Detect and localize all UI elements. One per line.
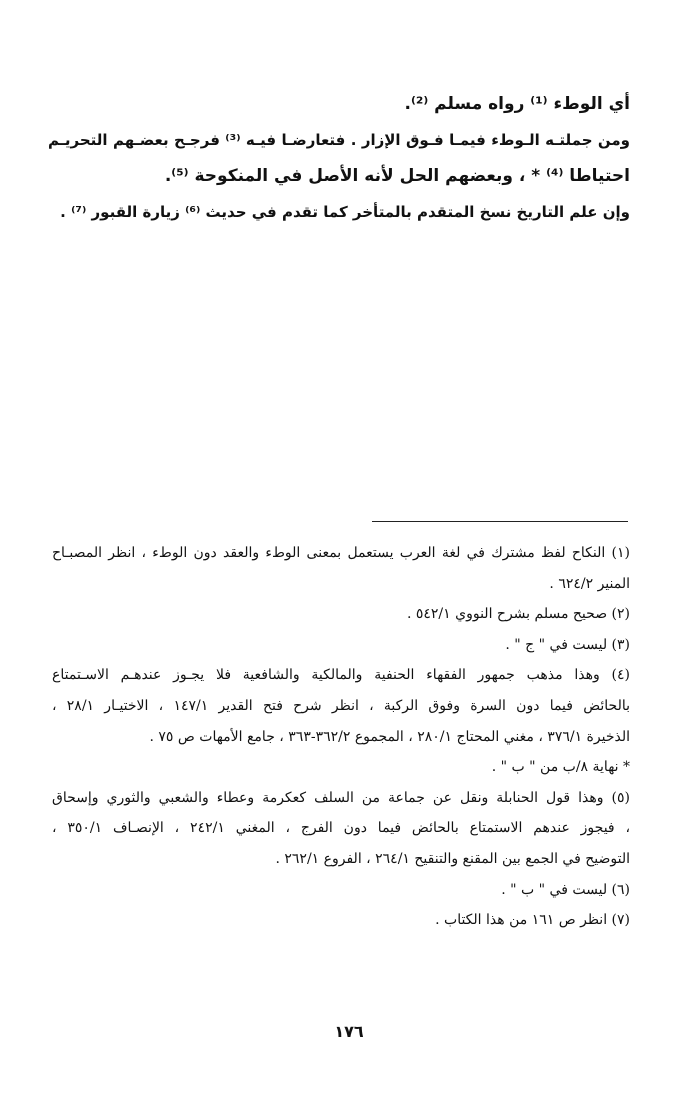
footnote-line: بالحائض فيما دون السرة وفوق الركبة ، انظر شرح فتح القدير ١٤٧/١ ، الاختيـار ٢٨/١ ، <box>52 697 631 714</box>
footnote-line: ، فيجوز عندهم الاستمتاع بالحائض فيما دون الفرج ، المغني ٢٤٢/١ ، الإنصـاف ٣٥٠/١ ، <box>52 820 630 837</box>
main-text-line: وإن علم التاريخ نسخ المتقدم بالمتأخر كما تقدم في حديث ⁽⁶⁾ زيارة القبور ⁽⁷⁾ . <box>60 203 630 221</box>
footnote-line: (٣) ليست في " ج " . <box>505 636 630 653</box>
footnote-line: (٢) صحيح مسلم بشرح النووي ٥٤٢/١ . <box>406 606 630 623</box>
footnote-line: التوضيح في الجمع بين المقنع والتنقيح ٢٦٤/١ ، الفروع ٢٦٢/١ . <box>275 850 630 867</box>
page-number: ١٧٦ <box>334 1022 364 1041</box>
footnote-line: المنير ٦٢٤/٢ . <box>549 575 630 592</box>
footnote-line: الذخيرة ٣٧٦/١ ، مغني المحتاج ٢٨٠/١ ، المجموع ٣٦٢/٢-٣٦٣ ، جامع الأمهات ص ٧٥ . <box>149 728 630 745</box>
main-text-line: ومن جملتـه الـوطء فيمـا فـوق الإزار . فتعارضـا فيـه ⁽³⁾ فرجـح بعضـهم التحريـم <box>48 131 630 149</box>
footnote-line: (٦) ليست في " ب " . <box>501 881 630 898</box>
footnote-separator <box>372 521 628 522</box>
footnotes <box>52 538 630 936</box>
main-text <box>48 86 630 230</box>
footnote-line: (٤) وهذا مذهب جمهور الفقهاء الحنفية والمالكية والشافعية فلا يجـوز عندهـم الاسـتمتاع <box>52 667 630 684</box>
main-text-line: احتياطا ⁽⁴⁾ * ، وبعضهم الحل لأنه الأصل في المنكوحة ⁽⁵⁾. <box>164 166 630 186</box>
footnote-line: (١) النكاح لفظ مشترك في لغة العرب يستعمل بمعنى الوطء والعقد دون الوطء ، انظر المصبـاح <box>52 545 630 561</box>
main-text-line: أي الوطء ⁽¹⁾ رواه مسلم ⁽²⁾. <box>404 94 630 114</box>
footnote-line: (٧) انظر ص ١٦١ من هذا الكتاب . <box>435 912 630 929</box>
footnote-line: * نهاية ٨/ب من " ب " . <box>491 759 630 776</box>
footnote-line: (٥) وهذا قول الحنابلة ونقل عن جماعة من السلف كعكرمة وعطاء والشعبي والثوري وإسحاق <box>52 789 630 806</box>
